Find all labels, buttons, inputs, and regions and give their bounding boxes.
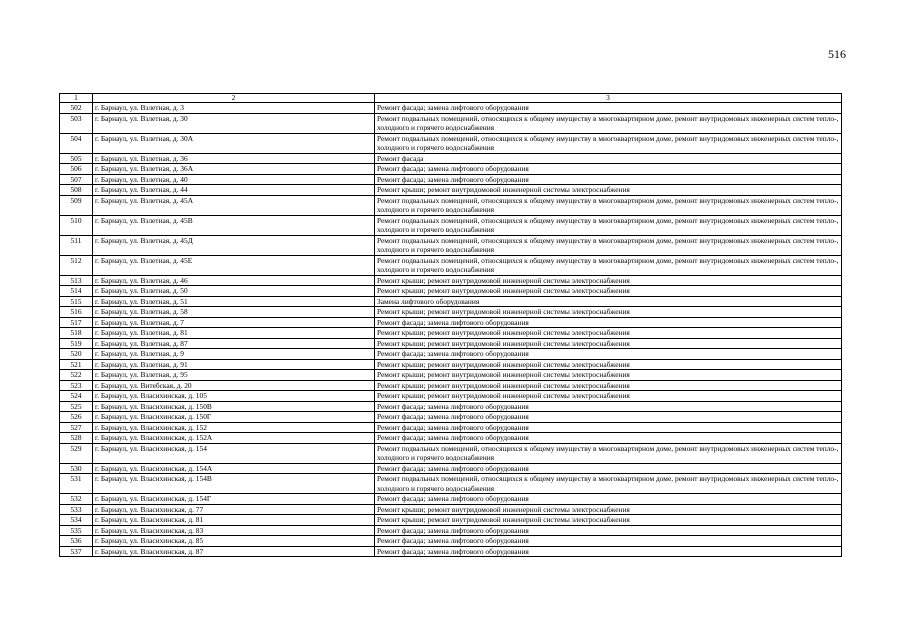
work-description-cell: Ремонт фасада; замена лифтового оборудования — [375, 536, 842, 547]
row-number-cell: 532 — [60, 494, 93, 505]
work-description-cell: Ремонт крыши; ремонт внутридомовой инженерной системы электроснабжения — [375, 359, 842, 370]
address-cell: г. Барнаул, ул. Взлетная, д. 44 — [93, 185, 375, 196]
table-row — [60, 380, 842, 391]
row-number-cell: 522 — [60, 370, 93, 381]
work-description-cell: Ремонт фасада; замена лифтового оборудования — [375, 174, 842, 185]
row-number-cell: 516 — [60, 307, 93, 318]
work-description-cell: Ремонт подвальных помещений, относящихся к общему имуществу в многоквартирном доме, ремонт внутридомовых инженерных систем тепло-, холодного и горячего водоснабжения — [375, 195, 842, 215]
row-number-cell: 507 — [60, 174, 93, 185]
row-number-cell: 506 — [60, 164, 93, 175]
table-row — [60, 255, 842, 275]
row-number-cell: 535 — [60, 525, 93, 536]
address-cell: г. Барнаул, ул. Власихинская, д. 81 — [93, 515, 375, 526]
work-description-cell: Ремонт крыши; ремонт внутридомовой инженерной системы электроснабжения — [375, 286, 842, 297]
row-number-cell: 533 — [60, 504, 93, 515]
table-header-row — [60, 94, 842, 103]
table-row — [60, 412, 842, 423]
work-description-cell: Ремонт фасада; замена лифтового оборудования — [375, 103, 842, 114]
address-cell: г. Барнаул, ул. Взлетная, д. 91 — [93, 359, 375, 370]
address-cell: г. Барнаул, ул. Власихинская, д. 154 — [93, 443, 375, 463]
table-row — [60, 443, 842, 463]
address-cell: г. Барнаул, ул. Власихинская, д. 85 — [93, 536, 375, 547]
table-row — [60, 153, 842, 164]
table-row — [60, 422, 842, 433]
address-cell: г. Барнаул, ул. Власихинская, д. 150Г — [93, 412, 375, 423]
address-cell: г. Барнаул, ул. Власихинская, д. 150В — [93, 401, 375, 412]
table-row — [60, 235, 842, 255]
work-description-cell: Ремонт крыши; ремонт внутридомовой инженерной системы электроснабжения — [375, 338, 842, 349]
work-description-cell: Ремонт фасада; замена лифтового оборудования — [375, 401, 842, 412]
work-description-cell: Ремонт фасада; замена лифтового оборудования — [375, 546, 842, 557]
work-description-cell: Ремонт фасада; замена лифтового оборудования — [375, 422, 842, 433]
repair-registry-table — [59, 93, 842, 557]
row-number-cell: 528 — [60, 433, 93, 444]
row-number-cell: 529 — [60, 443, 93, 463]
row-number-cell: 519 — [60, 338, 93, 349]
work-description-cell: Замена лифтового оборудования — [375, 296, 842, 307]
work-description-cell: Ремонт фасада; замена лифтового оборудования — [375, 317, 842, 328]
column-header-address: 2 — [93, 94, 375, 103]
work-description-cell: Ремонт подвальных помещений, относящихся к общему имуществу в многоквартирном доме, ремонт внутридомовых инженерных систем тепло-, холодного и горячего водоснабжения — [375, 235, 842, 255]
address-cell: г. Барнаул, ул. Власихинская, д. 152 — [93, 422, 375, 433]
row-number-cell: 505 — [60, 153, 93, 164]
address-cell: г. Барнаул, ул. Взлетная, д. 87 — [93, 338, 375, 349]
address-cell: г. Барнаул, ул. Власихинская, д. 152А — [93, 433, 375, 444]
address-cell: г. Барнаул, ул. Взлетная, д. 51 — [93, 296, 375, 307]
work-description-cell: Ремонт фасада; замена лифтового оборудования — [375, 463, 842, 474]
table-row — [60, 401, 842, 412]
address-cell: г. Барнаул, ул. Взлетная, д. 36А — [93, 164, 375, 175]
work-description-cell: Ремонт подвальных помещений, относящихся к общему имуществу в многоквартирном доме, ремонт внутридомовых инженерных систем тепло-, холодного и горячего водоснабжения — [375, 474, 842, 494]
table-row — [60, 391, 842, 402]
row-number-cell: 524 — [60, 391, 93, 402]
work-description-cell: Ремонт фасада; замена лифтового оборудования — [375, 412, 842, 423]
table-row — [60, 275, 842, 286]
row-number-cell: 504 — [60, 133, 93, 153]
work-description-cell: Ремонт крыши; ремонт внутридомовой инженерной системы электроснабжения — [375, 328, 842, 339]
table-row — [60, 546, 842, 557]
address-cell: г. Барнаул, ул. Власихинская, д. 105 — [93, 391, 375, 402]
work-description-cell: Ремонт подвальных помещений, относящихся к общему имуществу в многоквартирном доме, ремонт внутридомовых инженерных систем тепло-, холодного и горячего водоснабжения — [375, 133, 842, 153]
work-description-cell: Ремонт крыши; ремонт внутридомовой инженерной системы электроснабжения — [375, 370, 842, 381]
table-row — [60, 474, 842, 494]
address-cell: г. Барнаул, ул. Власихинская, д. 154В — [93, 474, 375, 494]
table-row — [60, 195, 842, 215]
row-number-cell: 527 — [60, 422, 93, 433]
address-cell: г. Барнаул, ул. Взлетная, д. 36 — [93, 153, 375, 164]
work-description-cell: Ремонт крыши; ремонт внутридомовой инженерной системы электроснабжения — [375, 391, 842, 402]
column-header-work: 3 — [375, 94, 842, 103]
address-cell: г. Барнаул, ул. Взлетная, д. 30А — [93, 133, 375, 153]
address-cell: г. Барнаул, ул. Взлетная, д. 40 — [93, 174, 375, 185]
address-cell: г. Барнаул, ул. Власихинская, д. 154Г — [93, 494, 375, 505]
table-row — [60, 463, 842, 474]
row-number-cell: 526 — [60, 412, 93, 423]
row-number-cell: 515 — [60, 296, 93, 307]
table-row — [60, 433, 842, 444]
address-cell: г. Барнаул, ул. Взлетная, д. 81 — [93, 328, 375, 339]
table-row — [60, 359, 842, 370]
row-number-cell: 503 — [60, 113, 93, 133]
work-description-cell: Ремонт фасада; замена лифтового оборудования — [375, 164, 842, 175]
table-body — [60, 94, 842, 557]
address-cell: г. Барнаул, ул. Взлетная, д. 45А — [93, 195, 375, 215]
address-cell: г. Барнаул, ул. Взлетная, д. 58 — [93, 307, 375, 318]
row-number-cell: 531 — [60, 474, 93, 494]
row-number-cell: 502 — [60, 103, 93, 114]
row-number-cell: 521 — [60, 359, 93, 370]
table-row — [60, 370, 842, 381]
work-description-cell: Ремонт фасада; замена лифтового оборудования — [375, 494, 842, 505]
row-number-cell: 509 — [60, 195, 93, 215]
row-number-cell: 510 — [60, 215, 93, 235]
row-number-cell: 512 — [60, 255, 93, 275]
address-cell: г. Барнаул, ул. Взлетная, д. 50 — [93, 286, 375, 297]
table-row — [60, 174, 842, 185]
work-description-cell: Ремонт фасада; замена лифтового оборудования — [375, 349, 842, 360]
work-description-cell: Ремонт крыши; ремонт внутридомовой инженерной системы электроснабжения — [375, 504, 842, 515]
work-description-cell: Ремонт подвальных помещений, относящихся к общему имуществу в многоквартирном доме, ремонт внутридомовых инженерных систем тепло-, холодного и горячего водоснабжения — [375, 113, 842, 133]
address-cell: г. Барнаул, ул. Взлетная, д. 45Е — [93, 255, 375, 275]
table-row — [60, 515, 842, 526]
table-row — [60, 536, 842, 547]
table-row — [60, 185, 842, 196]
row-number-cell: 534 — [60, 515, 93, 526]
work-description-cell: Ремонт подвальных помещений, относящихся к общему имуществу в многоквартирном доме, ремонт внутридомовых инженерных систем тепло-, холодного и горячего водоснабжения — [375, 443, 842, 463]
work-description-cell: Ремонт фасада; замена лифтового оборудования — [375, 525, 842, 536]
address-cell: г. Барнаул, ул. Взлетная, д. 9 — [93, 349, 375, 360]
address-cell: г. Барнаул, ул. Витебская, д. 20 — [93, 380, 375, 391]
work-description-cell: Ремонт крыши; ремонт внутридомовой инженерной системы электроснабжения — [375, 380, 842, 391]
row-number-cell: 536 — [60, 536, 93, 547]
table-row — [60, 328, 842, 339]
table-row — [60, 164, 842, 175]
row-number-cell: 511 — [60, 235, 93, 255]
row-number-cell: 523 — [60, 380, 93, 391]
address-cell: г. Барнаул, ул. Власихинская, д. 77 — [93, 504, 375, 515]
address-cell: г. Барнаул, ул. Власихинская, д. 87 — [93, 546, 375, 557]
address-cell: г. Барнаул, ул. Взлетная, д. 46 — [93, 275, 375, 286]
row-number-cell: 518 — [60, 328, 93, 339]
row-number-cell: 517 — [60, 317, 93, 328]
table-row — [60, 307, 842, 318]
address-cell: г. Барнаул, ул. Взлетная, д. 45Д — [93, 235, 375, 255]
address-cell: г. Барнаул, ул. Взлетная, д. 30 — [93, 113, 375, 133]
work-description-cell: Ремонт подвальных помещений, относящихся к общему имуществу в многоквартирном доме, ремонт внутридомовых инженерных систем тепло-, холодного и горячего водоснабжения — [375, 215, 842, 235]
work-description-cell: Ремонт крыши; ремонт внутридомовой инженерной системы электроснабжения — [375, 307, 842, 318]
table-row — [60, 338, 842, 349]
row-number-cell: 520 — [60, 349, 93, 360]
table-row — [60, 113, 842, 133]
address-cell: г. Барнаул, ул. Взлетная, д. 45В — [93, 215, 375, 235]
table-row — [60, 296, 842, 307]
work-description-cell: Ремонт крыши; ремонт внутридомовой инженерной системы электроснабжения — [375, 275, 842, 286]
table-row — [60, 525, 842, 536]
table-row — [60, 317, 842, 328]
work-description-cell: Ремонт крыши; ремонт внутридомовой инженерной системы электроснабжения — [375, 515, 842, 526]
row-number-cell: 525 — [60, 401, 93, 412]
row-number-cell: 537 — [60, 546, 93, 557]
row-number-cell: 530 — [60, 463, 93, 474]
table-row — [60, 133, 842, 153]
address-cell: г. Барнаул, ул. Взлетная, д. 7 — [93, 317, 375, 328]
address-cell: г. Барнаул, ул. Власихинская, д. 154А — [93, 463, 375, 474]
address-cell: г. Барнаул, ул. Власихинская, д. 83 — [93, 525, 375, 536]
work-description-cell: Ремонт подвальных помещений, относящихся к общему имуществу в многоквартирном доме, ремонт внутридомовых инженерных систем тепло-, холодного и горячего водоснабжения — [375, 255, 842, 275]
table-row — [60, 504, 842, 515]
page-number: 516 — [828, 47, 846, 61]
table-row — [60, 494, 842, 505]
address-cell: г. Барнаул, ул. Взлетная, д. 3 — [93, 103, 375, 114]
row-number-cell: 508 — [60, 185, 93, 196]
work-description-cell: Ремонт крыши; ремонт внутридомовой инженерной системы электроснабжения — [375, 185, 842, 196]
table-row — [60, 286, 842, 297]
row-number-cell: 513 — [60, 275, 93, 286]
address-cell: г. Барнаул, ул. Взлетная, д. 95 — [93, 370, 375, 381]
column-header-number: 1 — [60, 94, 93, 103]
table-row — [60, 215, 842, 235]
row-number-cell: 514 — [60, 286, 93, 297]
work-description-cell: Ремонт фасада — [375, 153, 842, 164]
table-row — [60, 349, 842, 360]
work-description-cell: Ремонт фасада; замена лифтового оборудования — [375, 433, 842, 444]
table-row — [60, 103, 842, 114]
